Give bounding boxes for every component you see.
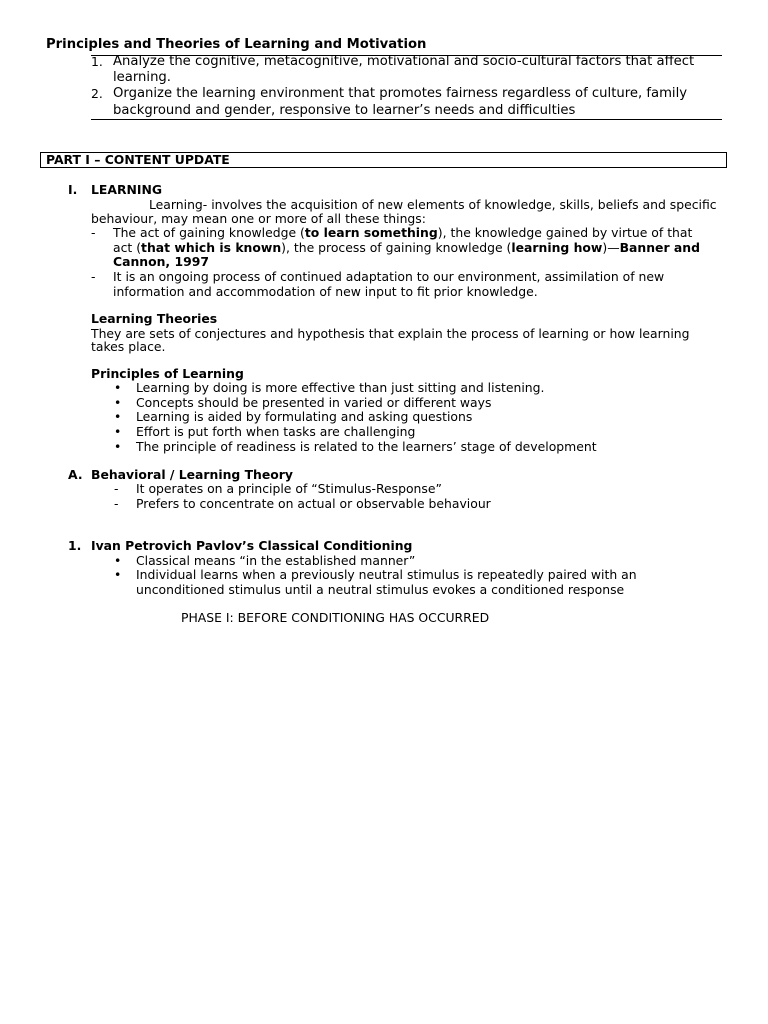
learning-definition-line1: Learning- involves the acquisition of new elements of knowledge, skills, beliefs and specific xyxy=(149,197,717,212)
learning-point-1-line1 xyxy=(113,226,692,241)
text-run: The act of gaining knowledge ( xyxy=(113,225,305,240)
bold-text-run: to learn something xyxy=(304,225,438,240)
bullet-marker: • xyxy=(114,553,122,568)
bold-text-run: that which is known xyxy=(141,240,282,255)
objective-1-number: 1. xyxy=(91,54,103,69)
bullet-marker: • xyxy=(114,380,122,395)
principle-item: Learning is aided by formulating and asking questions xyxy=(136,409,473,424)
bullet-marker: • xyxy=(114,424,122,439)
objective-2-line1: Organize the learning environment that promotes fairness regardless of culture, family xyxy=(113,86,688,101)
pavlov-item-2-line2: unconditioned stimulus until a neutral stimulus evokes a conditioned response xyxy=(136,582,625,597)
subsection-letter: A. xyxy=(68,467,83,482)
behavioral-heading: Behavioral / Learning Theory xyxy=(91,467,293,482)
behavioral-item: Prefers to concentrate on actual or observable behaviour xyxy=(136,496,491,511)
text-run: ), the process of gaining knowledge ( xyxy=(281,240,512,255)
principle-item: Learning by doing is more effective than just sitting and listening. xyxy=(136,380,545,395)
pavlov-item-2-line1: Individual learns when a previously neutral stimulus is repeatedly paired with an xyxy=(136,567,637,582)
principle-item: The principle of readiness is related to the learners’ stage of development xyxy=(136,439,597,454)
dash-marker: - xyxy=(91,225,96,240)
objective-1-line1: Analyze the cognitive, metacognitive, motivational and socio-cultural factors that affect xyxy=(113,54,695,69)
document-title: Principles and Theories of Learning and Motivation xyxy=(46,37,427,52)
principles-heading: Principles of Learning xyxy=(91,366,244,381)
learning-theories-line1: They are sets of conjectures and hypothesis that explain the process of learning or how learning xyxy=(91,326,690,341)
objectives-bottom-rule xyxy=(91,119,722,120)
bullet-marker: • xyxy=(114,567,122,582)
objective-1-line2: learning. xyxy=(113,70,171,85)
dash-marker: - xyxy=(91,269,96,284)
topic-number: 1. xyxy=(68,538,82,553)
dash-marker: - xyxy=(114,481,119,496)
principle-item: Effort is put forth when tasks are challenging xyxy=(136,424,416,439)
bullet-marker: • xyxy=(114,439,122,454)
objective-2-number: 2. xyxy=(91,86,103,101)
bold-text-run: Banner and xyxy=(619,240,700,255)
section-heading-learning: LEARNING xyxy=(91,182,163,197)
bullet-marker: • xyxy=(114,395,122,410)
learning-point-2-line2: information and accommodation of new input to fit prior knowledge. xyxy=(113,284,538,299)
principle-item: Concepts should be presented in varied or different ways xyxy=(136,395,492,410)
section-number: I. xyxy=(68,182,78,197)
bullet-marker: • xyxy=(114,409,122,424)
phase-caption: PHASE I: BEFORE CONDITIONING HAS OCCURRED xyxy=(181,610,490,625)
behavioral-item: It operates on a principle of “Stimulus-Response” xyxy=(136,481,442,496)
part-heading: PART I – CONTENT UPDATE xyxy=(46,152,230,167)
learning-theories-heading: Learning Theories xyxy=(91,311,218,326)
learning-theories-line2: takes place. xyxy=(91,339,166,354)
part-heading-box xyxy=(40,152,727,168)
objective-2-line2: background and gender, responsive to learner’s needs and difficulties xyxy=(113,103,576,118)
pavlov-item-1: Classical means “in the established manner” xyxy=(136,553,416,568)
text-run: ), the knowledge gained by virtue of that xyxy=(437,225,693,240)
dash-marker: - xyxy=(114,496,119,511)
learning-point-1-line3: Cannon, 1997 xyxy=(113,254,209,269)
bold-text-run: learning how xyxy=(511,240,603,255)
text-run: act ( xyxy=(113,240,142,255)
learning-point-2-line1: It is an ongoing process of continued adaptation to our environment, assimilation of new xyxy=(113,269,665,284)
text-run: )— xyxy=(602,240,620,255)
pavlov-heading: Ivan Petrovich Pavlov’s Classical Conditioning xyxy=(91,538,413,553)
learning-definition-line2: behaviour, may mean one or more of all these things: xyxy=(91,211,426,226)
